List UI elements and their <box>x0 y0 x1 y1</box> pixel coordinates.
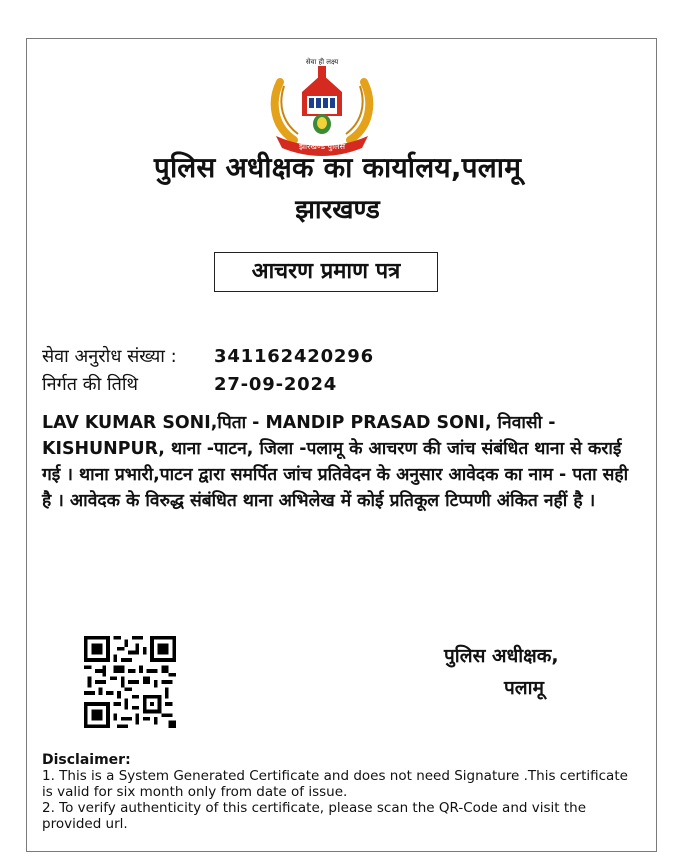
father-name: MANDIP PRASAD SONI <box>265 413 485 433</box>
issue-date: 27-09-2024 <box>214 374 338 395</box>
body-statement: , थाना -पाटन, जिला -पलामू के आचरण की जांच संबंधित थाना से कराई गई । थाना प्रभारी,पाटन द्वारा समर्पित जांच प्रतिवेदन के अनुसार आवेदक का नाम - पता सही है । आवेदक के विरुद्ध संबंधित थाना अभिलेख में कोई प्रतिकूल टिप्पणी अंकित नहीं है । <box>42 439 629 511</box>
residence-label: , निवासी - <box>484 413 556 433</box>
village-name: KISHUNPUR <box>42 439 159 459</box>
certificate-body <box>42 410 642 514</box>
disclaimer-heading: Disclaimer: <box>42 752 131 768</box>
disclaimer-line-1: 1. This is a System Generated Certificate and does not need Signature .This certificate is valid for six month only from date of issue. <box>42 768 628 800</box>
signature-block <box>444 640 559 704</box>
issue-date-row <box>42 372 337 398</box>
verification-qr-code[interactable] <box>84 636 176 728</box>
certificate-title: आचरण प्रमाण पत्र <box>214 252 438 292</box>
signatory-place: पलामू <box>504 677 544 699</box>
state-title: झारखण्ड <box>295 195 380 225</box>
service-request-row <box>42 344 374 370</box>
disclaimer-line-2: 2. To verify authenticity of this certificate, please scan the QR-Code and visit the provided url. <box>42 800 587 832</box>
disclaimer <box>42 752 642 832</box>
service-request-number: 341162420296 <box>214 346 374 367</box>
applicant-name: LAV KUMAR SONI <box>42 413 211 433</box>
jharkhand-police-emblem <box>262 52 382 160</box>
issue-date-label: निर्गत की तिथि <box>42 374 139 395</box>
signatory-designation: पुलिस अधीक्षक, <box>444 645 559 667</box>
emblem-ribbon-text: झारखण्ड पुलिस <box>298 142 346 151</box>
service-request-label: सेवा अनुरोध संख्या : <box>42 346 177 367</box>
office-title: पुलिस अधीक्षक का कार्यालय,पलामू <box>153 151 522 184</box>
father-label: ,पिता - <box>210 413 266 433</box>
emblem-motto-text: सेवा ही लक्ष्य <box>305 58 339 66</box>
